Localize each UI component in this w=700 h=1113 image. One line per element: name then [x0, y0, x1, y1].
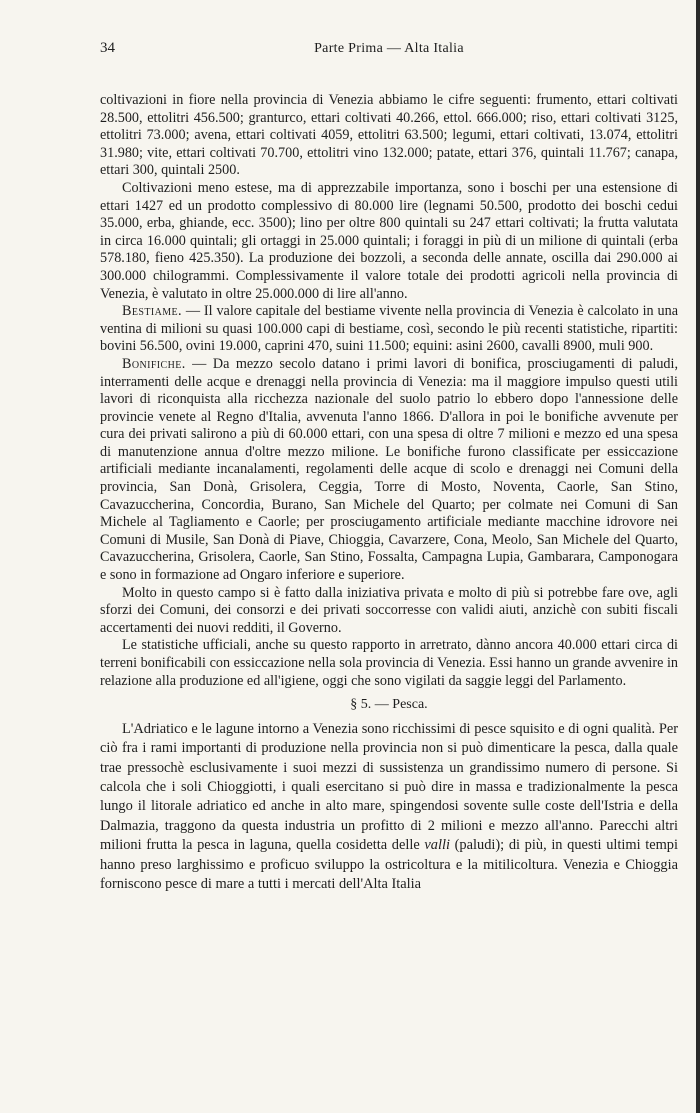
paragraph-label: Bonifiche.	[122, 355, 186, 372]
section-heading-pesca: § 5. — Pesca.	[350, 697, 428, 713]
paragraph-bestiame	[100, 303, 678, 356]
paragraph-text: — Il valore capitale del bestiame vivente nella provincia di Venezia è calcolato in una ventina di milioni su quasi 100.000 capi di bestiame, così, secondo le più recenti statistiche, ripartiti: bovini 56.500, ovini 19.000, caprini 470, suini 11.500; equini: asini 2600, cavalli 8900, muli 900.	[100, 303, 678, 355]
paragraph-minor-crops	[100, 180, 678, 303]
paragraph-initiative	[100, 585, 678, 638]
paragraph-text: coltivazioni in fiore nella provincia di Venezia abbiamo le cifre seguenti: frumento, ettari coltivati 28.500, ettolitri 456.500; granturco, ettari coltivati 40.266, ettol. 666.000; riso, ettari coltivati 3125, ettolitri 73.000; avena, ettari coltivati 4059, ettolitri 63.500; legumi, ettari coltivati, 13.074, ettolitri 31.980; vite, ettari coltivati 70.700, ettolitri vino 132.000; patate, ettari 376, quintali 11.767; canapa, ettari 300, quintali 2500.	[100, 92, 678, 179]
paragraph-text: Coltivazioni meno estese, ma di apprezzabile importanza, sono i boschi per una estensione di ettari 1427 ed un prodotto complessivo di 80.000 lire (legnami 50.500, prodotto dei boschi cedui 35.000, erba, ghiande, ecc. 3500); lino per oltre 800 quintali su 247 ettari coltivati; la frutta valutata in circa 16.000 quintali; gli ortaggi in 25.000 quintali; i foraggi in più di un milione di quintali (erba 578.180, fieno 425.350). La produzione dei bozzoli, a seconda delle annate, oscilla dai 290.000 ai 300.000 chilogrammi. Complessivamente il valore totale dei prodotti agricoli nella provincia di Venezia, è valutato in oltre 25.000.000 di lire all'anno.	[100, 179, 678, 302]
running-head: Parte Prima — Alta Italia	[314, 41, 464, 56]
page-number: 34	[100, 40, 115, 56]
italic-term: valli	[424, 837, 450, 854]
paragraph-crops	[100, 92, 678, 180]
paragraph-bonifiche	[100, 356, 678, 585]
paragraph-text: (paludi); di più, in questi ultimi tempi hanno preso larghissimo e proficuo sviluppo la ostricoltura e la mitilicoltura. Venezia e Chioggia forniscono pesce di mare a tutti i mercati dell'Alta Italia	[100, 837, 678, 893]
paragraph-text: Le statistiche ufficiali, anche su questo rapporto in arretrato, dànno ancora 40.000 ettari circa di terreni bonificabili con essiccazione nella sola provincia di Venezia. Essi hanno un grande avvenire in relazione alla produzione ed all'igiene, oggi che sono vigilati da saggie leggi del Parlamento.	[100, 637, 678, 689]
section-pesca	[100, 720, 678, 895]
paragraph-text: L'Adriatico e le lagune intorno a Venezia sono ricchissimi di pesce squisito e di ogni qualità. Per ciò fra i rami importanti di produzione nella provincia non si può dimenticare la pesca, dalla quale trae pressochè esclusivamente i suoi mezzi di sussistenza un grandissimo numero di persone. Si calcola che i soli Chioggiotti, i quali esercitano si può dire in massa e tradizionalmente la pesca lungo il litorale adriatico ed anche in alto mare, spingendosi sovente sulle coste dell'Istria e della Dalmazia, traggono da questa industria un profitto di 2 milioni e mezzo all'anno. Parecchi altri milioni frutta la pesca in laguna, quella cosidetta delle	[100, 720, 678, 854]
paragraph-text: — Da mezzo secolo datano i primi lavori di bonifica, prosciugamenti di paludi, interramenti delle acque e drenaggi nella provincia di Venezia: ma il maggiore impulso questi utili lavori di riconquista alla ricchezza nazionale del suolo patrio lo ebbero dopo l'annessione delle provincie venete al Regno d'Italia, avvenuta l'anno 1866. D'allora in poi le bonifiche avvenute per cura dei privati salirono a più di 60.000 ettari, con una spesa di oltre 7 milioni e mezzo ed una spesa di manutenzione annua d'oltre mezzo milione. Le bonifiche furono classificate per essiccazione artificiali mediante incanalamenti, regolamenti delle acque di scolo e drenaggi nei Comuni della provincia, San Donà, Grisolera, Ceggia, Torre di Mosto, Noventa, Caorle, San Stino, Cavazuccherina, Concordia, Burano, San Michele del Quarto; per colmate nei Comuni di San Michele al Tagliamento e Caorle; per prosciugamento artificiale mediante macchine idrovore nei Comuni di Musile, San Donà di Piave, Chioggia, Cavarzere, Cona, Meolo, San Michele del Quarto, Cavazuccherina, Grisolera, Caorle, San Stino, Fossalta, Campagna Lupia, Gambarara, Camponogara e sono in formazione ad Ongaro inferiore e superiore.	[100, 355, 678, 584]
paragraph-pesca	[100, 720, 678, 895]
page-body	[100, 92, 678, 894]
paragraph-statistics	[100, 637, 678, 690]
paragraph-text: Molto in questo campo si è fatto dalla iniziativa privata e molto di più si potrebbe fare ove, agli sforzi dei Comuni, dei consorzi e dei privati soccorresse con validi aiuti, anzichè con subiti fiscali accertamenti dei nuovi redditi, il Governo.	[100, 584, 678, 636]
page-header	[100, 40, 678, 60]
scan-edge-strip	[696, 0, 700, 1113]
paragraph-label: Bestiame.	[122, 303, 182, 320]
